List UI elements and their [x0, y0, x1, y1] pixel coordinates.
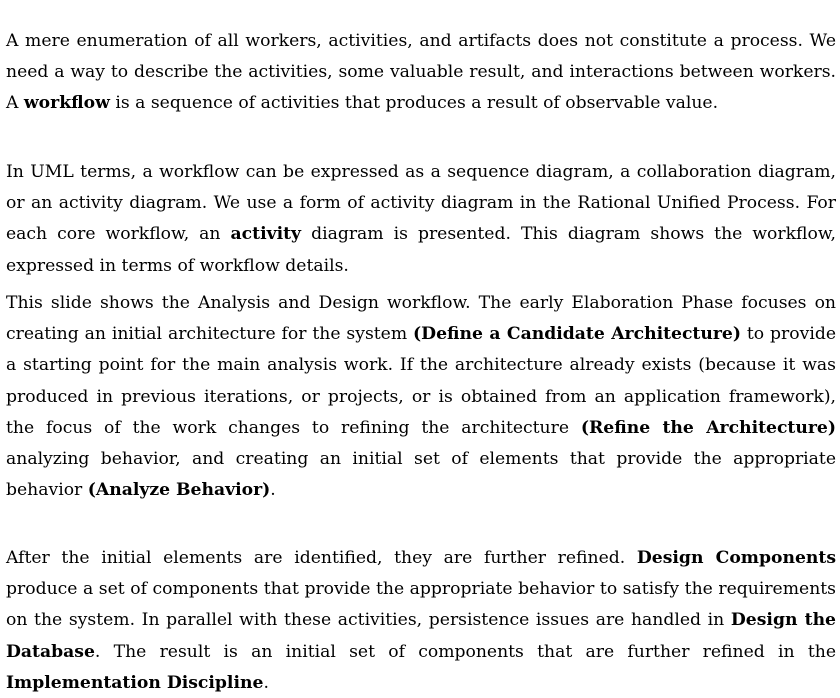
- text-run: is a sequence of activities that produces a result of observable value.: [109, 93, 719, 114]
- text-run: diagram is presented. This diagram shows the workflow, expressed in terms of workflow details.: [6, 224, 836, 276]
- term-define-candidate-architecture: (Define a Candidate Architecture): [413, 324, 741, 345]
- text-run: After the initial elements are identified, they are further refined.: [6, 548, 637, 568]
- text-run: This slide shows the Analysis and Design workflow. The early Elaboration Phase focuses on creating an initial architecture for the system: [6, 293, 836, 345]
- text-run: produce a set of components that provide the appropriate behavior to satisfy the requirements on the system. In parallel with these activities, persistence issues are handled in: [6, 579, 836, 631]
- term-activity: activity: [230, 224, 302, 245]
- term-refine-architecture: (Refine the Architecture): [580, 417, 836, 438]
- text-run: .: [263, 672, 269, 693]
- paragraph-analysis-design-workflow: [6, 288, 836, 506]
- paragraph-design-components: [6, 543, 836, 698]
- term-implementation-discipline: Implementation Discipline: [6, 672, 264, 693]
- text-run: . The result is an initial set of components that are further refined in the: [94, 641, 836, 662]
- paragraph-workflow-definition: [6, 26, 836, 120]
- term-workflow: workflow: [23, 93, 110, 114]
- term-design-components: Design Components: [636, 548, 836, 568]
- term-design-database: Design the Database: [6, 610, 836, 662]
- text-run: analyzing behavior, and creating an initial set of elements that provide the appropriate behavior: [6, 449, 836, 501]
- text-run: to provide a starting point for the main analysis work. If the architecture already exists (because it was produced in previous iterations, or projects, or is obtained from an application framework), the focus of the work changes to refining the architecture: [6, 324, 836, 438]
- text-run: A mere enumeration of all workers, activities, and artifacts does not constitute a process. We need a way to describe the activities, some valuable result, and interactions between workers. A: [6, 31, 836, 114]
- term-analyze-behavior: (Analyze Behavior): [87, 480, 271, 501]
- text-run: In UML terms, a workflow can be expressed as a sequence diagram, a collaboration diagram, or an activity diagram. We use a form of activity diagram in the Rational Unified Process. For each core workflow, an: [6, 162, 836, 245]
- paragraph-uml-terms: [6, 157, 836, 282]
- text-run: .: [270, 480, 276, 501]
